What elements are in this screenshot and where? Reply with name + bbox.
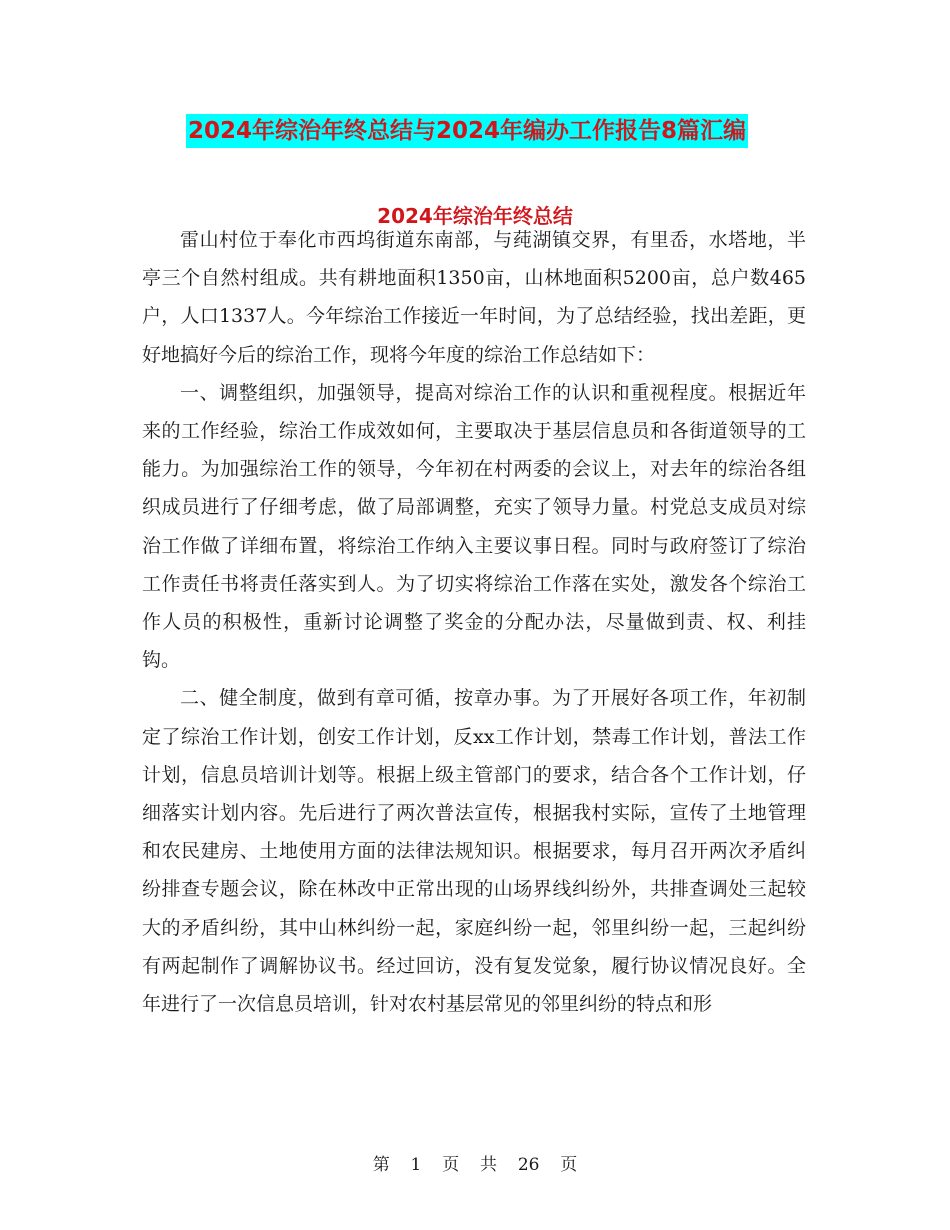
paragraph-intro: 雷山村位于奉化市西坞街道东南部，与莼湖镇交界，有里岙，水塔地，半亭三个自然村组成。共有耕地面积1350亩，山林地面积5200亩，总户数465户，人口1337人。今年综治工作接近一年时间，为了总结经验，找出差距，更好地搞好今后的综治工作，现将今年度的综治工作总结如下： [142, 229, 806, 366]
document-body [142, 221, 806, 1023]
document-title: 2024年综治年终总结与2024年编办工作报告8篇汇编 [186, 114, 748, 148]
footer-suffix: 页 [560, 1155, 578, 1175]
page-footer [0, 1153, 950, 1177]
section-title: 2024年综治年终总结 [377, 204, 573, 228]
total-pages-number: 26 [517, 1155, 540, 1175]
footer-page-label: 页 [442, 1155, 460, 1175]
paragraph-rules: 二、健全制度，做到有章可循，按章办事。为了开展好各项工作，年初制定了综治工作计划，创安工作计划，反xx工作计划，禁毒工作计划，普法工作计划，信息员培训计划等。根据上级主管部门的要求，结合各个工作计划，仔细落实计划内容。先后进行了两次普法宣传，根据我村实际，宣传了土地管理和农民建房、土地使用方面的法律法规知识。根据要求，每月召开两次矛盾纠纷排查专题会议，除在林改中正常出现的山场界线纠纷外，共排查调处三起较大的矛盾纠纷，其中山林纠纷一起，家庭纠纷一起，邻里纠纷一起，三起纠纷有两起制作了调解协议书。经过回访，没有复发觉象，履行协议情况良好。全年进行了一次信息员培训，针对农村基层常见的邻里纠纷的特点和形 [142, 687, 806, 1016]
footer-total-prefix: 共 [480, 1155, 497, 1175]
current-page-number: 1 [410, 1155, 422, 1175]
paragraph-organization: 一、调整组织，加强领导，提高对综治工作的认识和重视程度。根据近年来的工作经验，综治工作成效如何，主要取决于基层信息员和各街道领导的工能力。为加强综治工作的领导，今年初在村两委的会议上，对去年的综治各组织成员进行了仔细考虑，做了局部调整，充实了领导力量。村党总支成员对综治工作做了详细布置，将综治工作纳入主要议事日程。同时与政府签订了综治工作责任书将责任落实到人。为了切实将综治工作落在实处，激发各个综治工作人员的积极性，重新讨论调整了奖金的分配办法，尽量做到责、权、利挂钩。 [142, 381, 806, 672]
footer-prefix: 第 [372, 1155, 390, 1175]
